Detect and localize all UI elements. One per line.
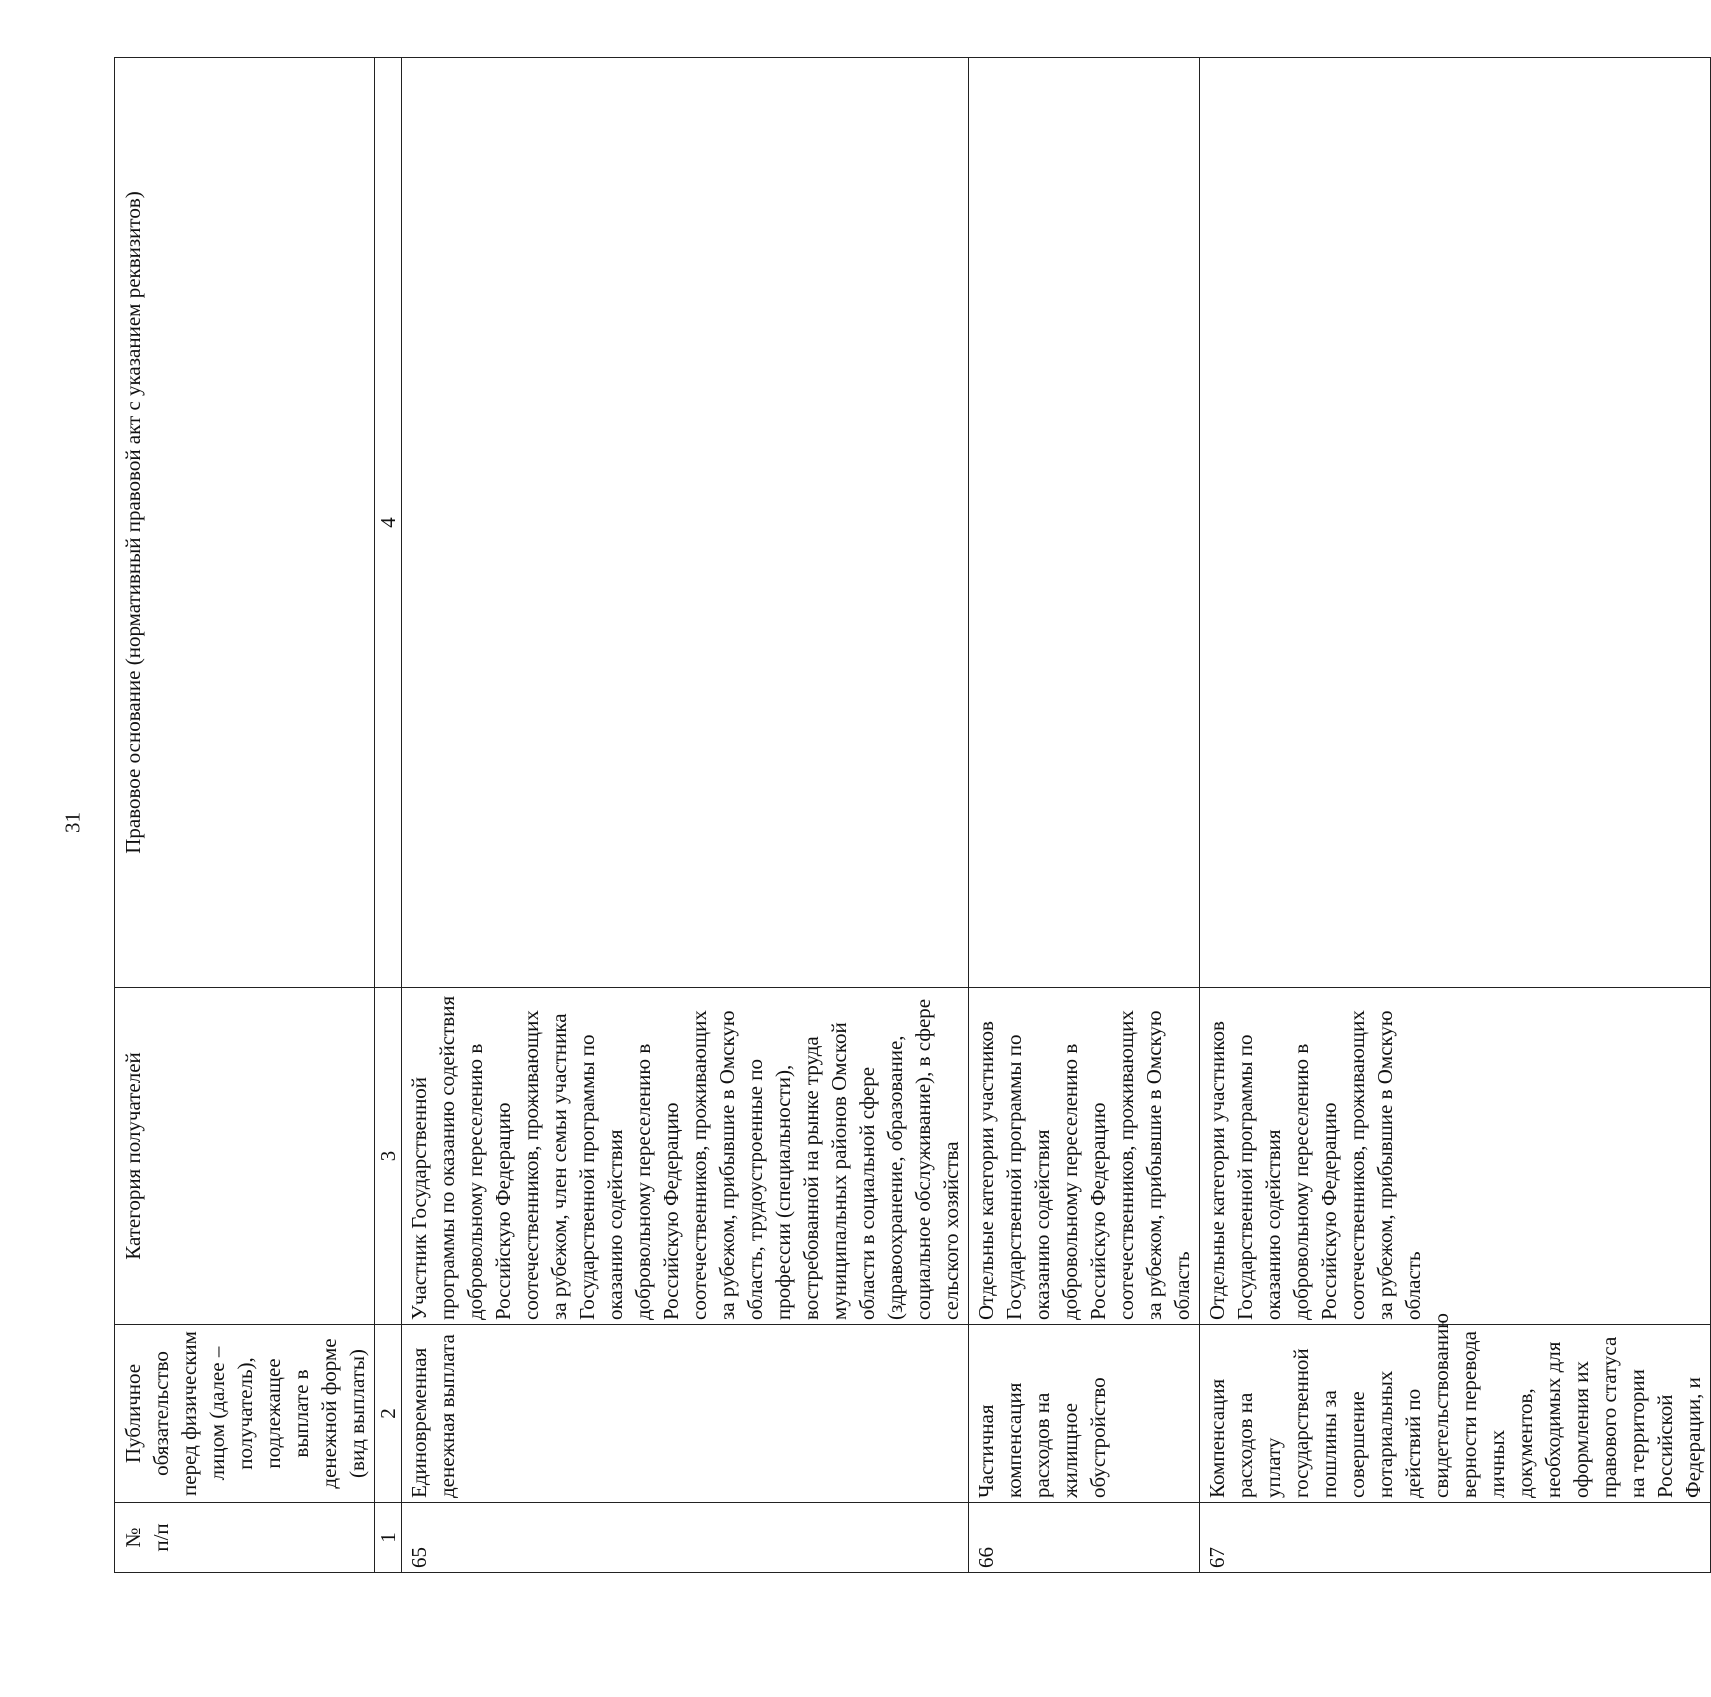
- column-number: 3: [375, 988, 402, 1325]
- payment-type: Единовременная денежная выплата: [402, 1325, 969, 1503]
- column-number: 4: [375, 58, 402, 988]
- recipient-category: Отдельные категории участников Государственной программы по оказанию содействия добровольному переселению в Российскую Федерацию соотечественников, проживающих за рубежом, прибывшие в Омскую область: [969, 988, 1200, 1325]
- header-legal-basis: Правовое основание (нормативный правовой акт с указанием реквизитов): [115, 58, 375, 988]
- header-category: Категория получателей: [115, 988, 375, 1325]
- column-number: 2: [375, 1325, 402, 1503]
- payment-type: Компенсация расходов на уплату государственной пошлины за совершение нотариальных действий по свидетельствованию верности перевода личных документов, необходимых для оформления их правового статуса на территории Российской Федерации, и: [1200, 1325, 1711, 1503]
- header-payment-type: Публичное обязательство перед физическим лицом (далее – получатель), подлежащее выплате в денежной форме (вид выплаты): [115, 1325, 375, 1503]
- column-number-row: [375, 58, 402, 1573]
- table-row: [969, 58, 1200, 1573]
- legal-basis: [969, 58, 1200, 988]
- page-number: 31: [60, 812, 85, 833]
- recipient-category: Участник Государственной программы по оказанию содействия добровольному переселению в Российскую Федерацию соотечественников, проживающих за рубежом, член семьи участника Государственной программы по оказанию содействия добровольному переселению в Российскую Федерацию соотечественников, проживающих за рубежом, прибывшие в Омскую область, трудоустроенные по профессии (специальности), востребованной на рынке труда муниципальных районов Омской области в социальной сфере (здравоохранение, образование, социальное обслуживание), в сфере сельского хозяйства: [402, 988, 969, 1325]
- row-number: 66: [969, 1503, 1200, 1573]
- recipient-category: Отдельные категории участников Государственной программы по оказанию содействия добровольному переселению в Российскую Федерацию соотечественников, проживающих за рубежом, прибывшие в Омскую область: [1200, 988, 1711, 1325]
- legal-basis: [1200, 58, 1711, 988]
- row-number: 67: [1200, 1503, 1711, 1573]
- row-number: 65: [402, 1503, 969, 1573]
- rotated-table-container: [114, 58, 1705, 1573]
- column-number: 1: [375, 1503, 402, 1573]
- obligations-table: [114, 57, 1711, 1573]
- legal-basis: [402, 58, 969, 988]
- header-number: № п/п: [115, 1503, 375, 1573]
- table-header-row: [115, 58, 375, 1573]
- table-row: [1200, 58, 1711, 1573]
- payment-type: Частичная компенсация расходов на жилищное обустройство: [969, 1325, 1200, 1503]
- table-row: [402, 58, 969, 1573]
